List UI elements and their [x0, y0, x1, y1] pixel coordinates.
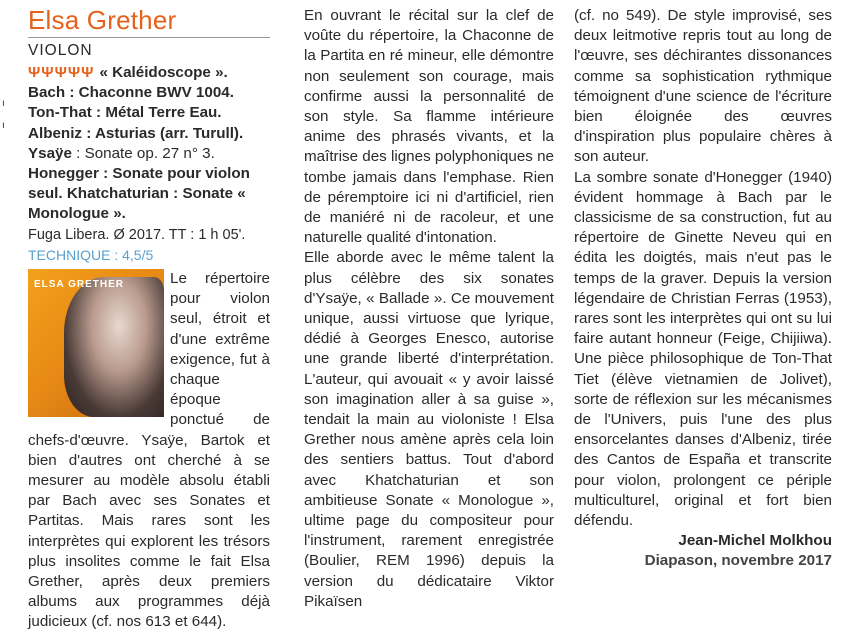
column-1 — [28, 6, 270, 633]
column-2 — [304, 6, 554, 612]
body-paragraph: (cf. no 549). De style improvisé, ses deux leitmotive repris tout au long de l'œuvre, ses déchirantes dissonances comme sa sophistication rythmique témoignent d'une science de l'écriture bien éloignée des œuvres d'inspiration plus populaire chères à son auteur. — [574, 7, 832, 166]
column-3 — [574, 6, 832, 572]
body-paragraph: La sombre sonate d'Honegger (1940) évident hommage à Bach par le classicisme de sa construction, fut au répertoire de Ginette Neveu qui en édita les doigtés, mais n'eut pas le temps de la graver. Depuis la version légendaire de Christian Ferras (1953), rares sont les interprètes qui ont su lui faire autant honneur (Feige, Chijiiwa). Une pièce philosophique de Ton-That Tiet (élève vietnamien de Jolivet), sorte de réflexion sur les mécanismes de l'Univers, puis l'une des plus ensorcelantes danses d'Albeniz, tirée des Cantos de España et transcrite pour violon, prolongent ce périple multiculturel, original et fort bien défendu. — [574, 168, 832, 530]
diapason-rating-icon: ΨΨΨΨΨ — [28, 64, 95, 81]
album-title: « Kaléidoscope ». — [99, 64, 228, 81]
portrait-image — [64, 277, 164, 417]
album-cover-image — [28, 269, 164, 417]
body-paragraph: Elle aborde avec le même talent la plus célèbre des six sonates d'Ysaÿe, « Ballade ». Ce mouvement unique, aussi virtuose que lyrique, dédié à Georges Enesco, autorise une grande liberté d'interprétation. L'auteur, qui avouait « y avoir laissé son imagination aller à sa guise », tendait la main au violoniste ! Elsa Grether nous amène après cela loin des sentiers battus. Tout d'abord avec Khatchaturian et son ambitieuse Sonate « Monologue », ultime page du compositeur pour l'instrument, rarement enregistrée (Boulier, REM 1996) depuis la version du dédicataire Viktor Pikaïsen — [304, 249, 554, 610]
body-paragraph: En ouvrant le récital sur la clef de voûte du répertoire, la Chaconne de la Partita en ré mineur, elle démontre non seulement son courage, mais confirme aussi la personnalité de son style. Sa flamme intérieure anime des phrasés vivants, et la maîtrise des lignes polyphoniques ne tombe jamais dans l'emphase. Rien de péremptoire ici ni d'artificiel, rien de maniéré ni de racoleur, et une naturelle qualité d'intonation. — [304, 7, 554, 247]
margin-mark: ı — [2, 98, 5, 109]
source-citation: Diapason, novembre 2017 — [644, 552, 832, 570]
technique-rating: TECHNIQUE : 4,5/5 — [28, 246, 154, 263]
margin-mark: ı — [2, 120, 5, 131]
cover-text: ELSA GRETHER — [34, 279, 124, 291]
program-line: Albeniz : Asturias (arr. Turull). — [28, 124, 244, 142]
program-line: Ysaÿe : Sonate op. 27 n° 3. — [28, 144, 215, 162]
body-paragraph: Le répertoire pour violon seul, étroit et d'une extrême exigence, fut à chaque époque ponctué de chefs-d'œuvre. Ysaÿe, Bartok et bien d'autres ont cherché à se mesurer au modèle absolu établi par Bach avec ses Sonates et Partitas. Mais rares sont les interprètes qui explorent les trésors plus insolites comme le fait Elsa Grether, après deux premiers albums aux programmes déjà judicieux (cf. nos 613 et 644). — [28, 270, 270, 631]
artist-name: Elsa Grether — [28, 5, 177, 35]
category-label: VIOLON — [28, 42, 93, 59]
program-line: Honegger : Sonate pour violon seul. Khatchaturian : Sonate « Monologue ». — [28, 165, 250, 223]
program-line: Bach : Chaconne BWV 1004. — [28, 84, 234, 102]
author-signature: Jean-Michel Molkhou — [678, 532, 832, 550]
program-line: Ton-That : Métal Terre Eau. — [28, 104, 222, 122]
label-info: Fuga Libera. Ø 2017. TT : 1 h 05'. — [28, 226, 246, 243]
rating-line — [28, 63, 270, 83]
title-rule — [28, 37, 270, 38]
